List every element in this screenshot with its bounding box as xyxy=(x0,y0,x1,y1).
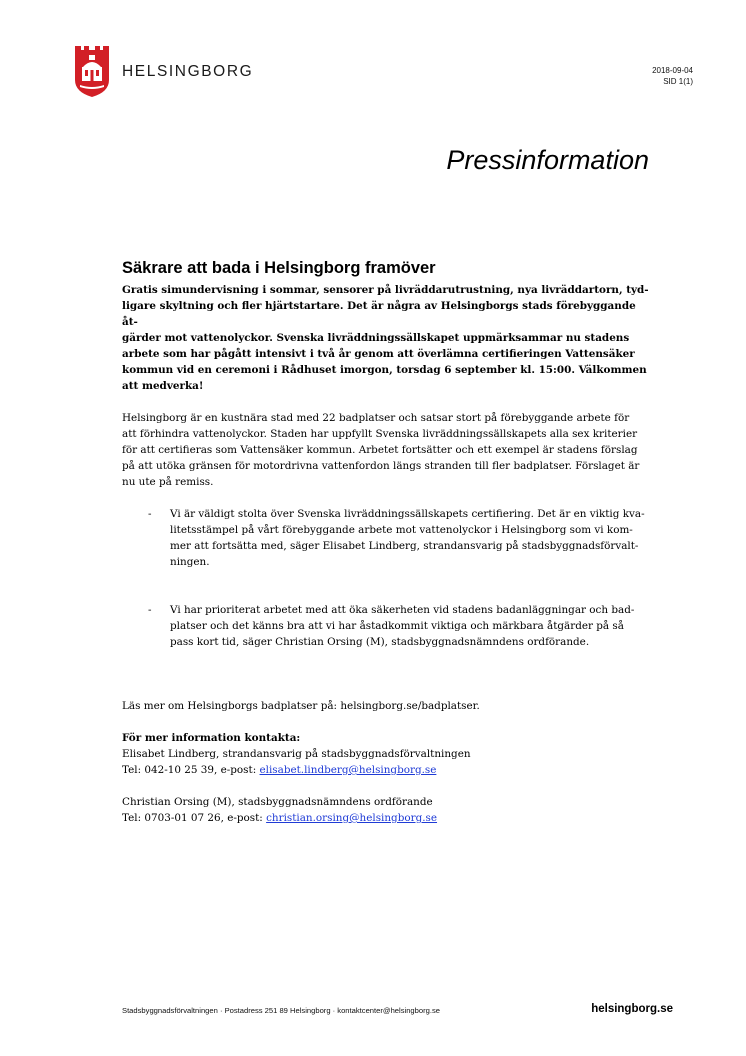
quote-item xyxy=(122,506,650,570)
lead-line: kommun vid en ceremoni i Rådhuset imorgon, torsdag 6 september kl. 15:00. Välkommen xyxy=(122,364,647,376)
contact-phone: Tel: 0703-01 07 26, e-post: xyxy=(122,812,267,824)
contact-details xyxy=(122,762,650,778)
article-lead xyxy=(122,282,650,394)
contact-section xyxy=(122,730,650,778)
quote-item xyxy=(122,602,650,650)
contact-heading: För mer information kontakta: xyxy=(122,732,301,744)
lead-line: arbete som har pågått intensivt i två år genom att överlämna certifieringen Vattensäker xyxy=(122,348,635,360)
body-line: att förhindra vattenolyckor. Staden har uppfyllt Svenska livräddningssällskapets alla sex kriterier xyxy=(122,428,638,440)
email-link[interactable]: christian.orsing@helsingborg.se xyxy=(266,812,438,824)
quote-list xyxy=(122,506,650,650)
contact-name: Elisabet Lindberg, strandansvarig på stadsbyggnadsförvaltningen xyxy=(122,748,471,760)
body-line: nu ute på remiss. xyxy=(122,476,214,488)
document-meta xyxy=(652,65,693,87)
lead-line: att medverka! xyxy=(122,380,204,392)
quote-line: platser och det känns bra att vi har åstadkommit viktiga och märkbara åtgärder på så xyxy=(170,620,624,632)
body-line: på att utöka gränsen för motordrivna vattenfordon längs stranden till fler badplatser. Förslaget är xyxy=(122,460,640,472)
lead-line: ligare skyltning och fler hjärtstartare. Det är några av Helsingborgs stads förebyggande åt- xyxy=(122,300,636,328)
contact-section xyxy=(122,794,650,826)
document-date: 2018-09-04 xyxy=(652,66,693,75)
bullet-dash: - xyxy=(148,604,152,616)
quote-line: Vi är väldigt stolta över Svenska livräddningssällskapets certifiering. Det är en viktig kva- xyxy=(170,508,645,520)
article-title: Säkrare att bada i Helsingborg framöver xyxy=(122,259,436,277)
quote-line: mer att fortsätta med, säger Elisabet Lindberg, strandansvarig på stadsbyggnadsförvalt- xyxy=(170,540,639,552)
footer-website: helsingborg.se xyxy=(591,1003,673,1015)
helsingborg-coat-of-arms-logo xyxy=(74,44,110,98)
brand-name: HELSINGBORG xyxy=(122,63,254,80)
page-number: SID 1(1) xyxy=(663,77,693,86)
footer-address: Stadsbyggnadsförvaltningen · Postadress 251 89 Helsingborg · kontaktcenter@helsingborg.se xyxy=(122,1006,440,1015)
article-body xyxy=(122,410,650,490)
email-link[interactable]: elisabet.lindberg@helsingborg.se xyxy=(259,764,437,776)
contact-details xyxy=(122,810,650,826)
body-line: för att certifieras som Vattensäker kommun. Arbetet fortsätter och ett exempel är stadens förslag xyxy=(122,444,638,456)
quote-line: litetsstämpel på vårt förebyggande arbete mot vattenolyckor i Helsingborg som vi kom- xyxy=(170,524,633,536)
quote-line: ningen. xyxy=(170,556,210,568)
contact-phone: Tel: 042-10 25 39, e-post: xyxy=(122,764,260,776)
article xyxy=(122,258,650,842)
lead-line: gärder mot vattenolyckor. Svenska livräddningssällskapet uppmärksammar nu stadens xyxy=(122,332,630,344)
body-line: Helsingborg är en kustnära stad med 22 badplatser och satsar stort på förebyggande arbete för xyxy=(122,412,630,424)
read-more-text: Läs mer om Helsingborgs badplatser på: helsingborg.se/badplatser. xyxy=(122,700,480,712)
bullet-dash: - xyxy=(148,508,152,520)
quote-line: pass kort tid, säger Christian Orsing (M), stadsbyggnadsnämndens ordförande. xyxy=(170,636,590,648)
document-type-heading: Pressinformation xyxy=(446,145,649,175)
contact-name: Christian Orsing (M), stadsbyggnadsnämndens ordförande xyxy=(122,796,433,808)
quote-line: Vi har prioriterat arbetet med att öka säkerheten vid stadens badanläggningar och bad- xyxy=(170,604,635,616)
lead-line: Gratis simundervisning i sommar, sensorer på livräddarutrustning, nya livräddartorn, tyd- xyxy=(122,284,649,296)
